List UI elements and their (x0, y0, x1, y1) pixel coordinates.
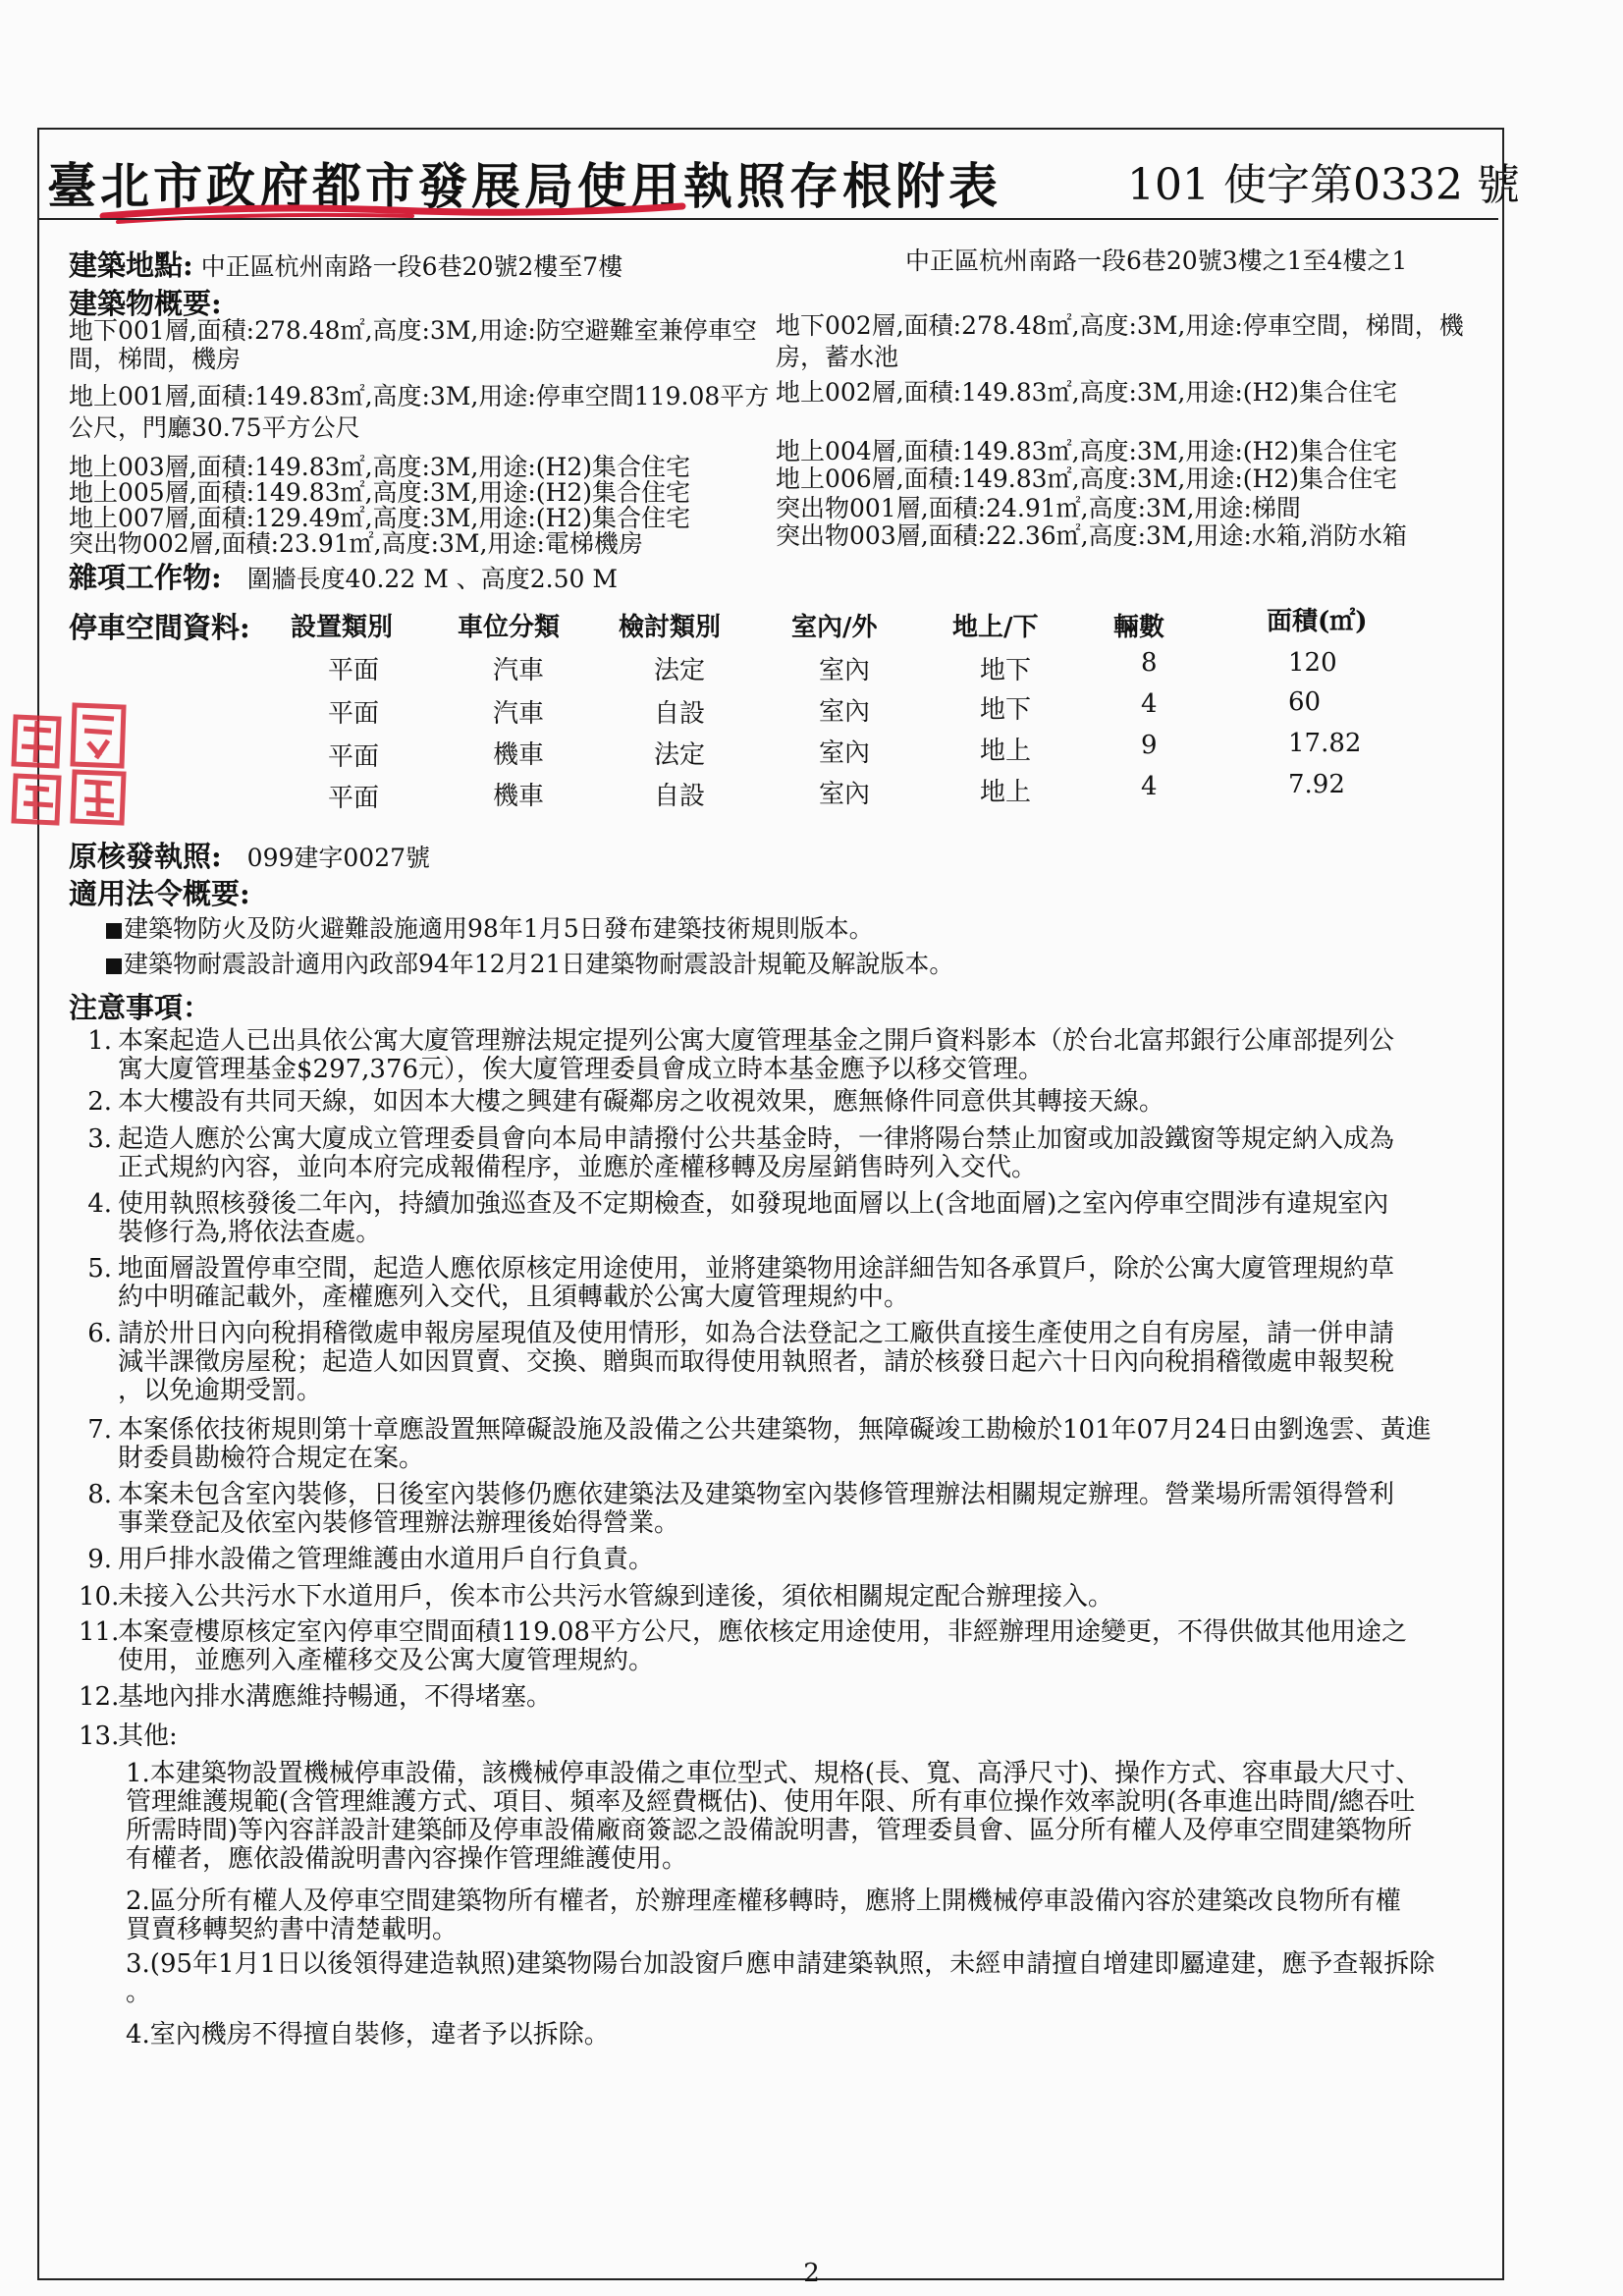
note-13 (79, 1722, 178, 1751)
site-row (69, 248, 623, 282)
title-divider (39, 218, 1498, 220)
note-number: 8. (87, 1480, 112, 1509)
note-line: 起造人應於公寓大廈成立管理委員會向本局申請撥付公共基金時，一律將陽台禁止加窗或加設鐵窗等規定納入成為 (118, 1124, 1395, 1154)
note-line: 本案起造人已出具依公寓大廈管理辦法規定提列公寓大廈管理基金之開戶資料影本（於台北富邦銀行公庫部提列公 (118, 1026, 1395, 1056)
parking-cell: 17.82 (1288, 729, 1362, 758)
note-number: 13. (79, 1722, 120, 1751)
parking-header-indoor: 室內/外 (791, 613, 878, 642)
parking-cell: 地下 (980, 656, 1032, 685)
parking-cell: 平面 (328, 699, 380, 729)
parking-header-type: 設置類別 (291, 613, 394, 642)
note-7 (79, 1416, 1432, 1473)
document-title: 臺北市政府都市發展局使用執照存根附表 (47, 157, 1001, 215)
parking-cell: 8 (1141, 648, 1158, 678)
parking-cell: 機車 (493, 782, 545, 811)
note-number: 10. (79, 1582, 120, 1612)
parking-cell: 汽車 (493, 656, 545, 685)
sub-note-line: 所需時間)等內容詳設計建築師及停車設備廠商簽認之設備說明書，管理委員會、區分所有權人及停車空間建築物所 (126, 1816, 1413, 1845)
parking-cell: 平面 (328, 784, 380, 813)
parking-label: 停車空間資料: (69, 611, 250, 644)
note-line: 本案係依技術規則第十章應設置無障礙設施及設備之公共建築物，無障礙竣工勘檢於101年07月24日由劉逸雲、黃進 (118, 1415, 1432, 1445)
misc-work-label: 雜項工作物: (69, 561, 222, 594)
overview-left-line-8: 突出物002層,面積:23.91㎡,高度:3M,用途:電梯機房 (69, 529, 643, 558)
note-line: 本案未包含室內裝修，日後室內裝修仍應依建築法及建築物室內裝修管理辦法相關規定辦理。營業場所需領得營利 (118, 1480, 1395, 1509)
parking-cell: 平面 (328, 656, 380, 685)
parking-cell: 地下 (980, 695, 1032, 725)
parking-cell: 9 (1141, 731, 1158, 760)
law-item-1 (106, 915, 874, 943)
note-number: 5. (87, 1254, 112, 1284)
overview-label: 建築物概要: (69, 287, 222, 320)
note-13-sub-1 (126, 1760, 1421, 1874)
red-seal-stamp (6, 697, 130, 831)
parking-cell: 4 (1141, 772, 1158, 801)
parking-header-count: 輛數 (1113, 613, 1165, 642)
parking-cell: 7.92 (1288, 770, 1345, 799)
note-line: 約中明確記載外，產權應列入交代，且須轉載於公寓大廈管理規約中。 (118, 1283, 910, 1312)
overview-left-line-2: 間，梯間，機房 (69, 345, 242, 373)
site-label: 建築地點: (69, 248, 193, 282)
laws-label: 適用法令概要: (69, 877, 250, 910)
note-line: 未接入公共污水下水道用戶，俟本市公共污水管線到達後，須依相關規定配合辦理接入。 (118, 1582, 1114, 1612)
note-13-sub-2 (126, 1887, 1401, 1944)
note-line: 寓大廈管理基金$297,376元），俟大廈管理委員會成立時本基金應予以移交管理。 (118, 1055, 1045, 1084)
overview-left-line-4: 公尺，門廳30.75平方公尺 (69, 413, 360, 442)
parking-cell: 室內 (819, 656, 871, 685)
sub-note-line: 買賣移轉契約書中清楚載明。 (126, 1915, 459, 1944)
note-line: 使用執照核發後二年內，持續加強巡查及不定期檢查，如發現地面層以上(含地面層)之室內停車空間涉有違規室內 (118, 1189, 1389, 1219)
note-2 (79, 1088, 1164, 1117)
note-line: 其他: (118, 1722, 178, 1751)
note-10 (79, 1583, 1113, 1612)
overview-left-line-6: 地上005層,面積:149.83㎡,高度:3M,用途:(H2)集合住宅 (69, 478, 691, 507)
note-line: 財委員勘檢符合規定在案。 (118, 1444, 425, 1473)
law-item-2-text: 建築物耐震設計適用內政部94年12月21日建築物耐震設計規範及解說版本。 (124, 950, 954, 978)
red-pen-underline (98, 198, 687, 228)
overview-right-line-3: 地上002層,面積:149.83㎡,高度:3M,用途:(H2)集合住宅 (776, 378, 1398, 407)
note-number: 11. (79, 1617, 120, 1647)
note-line: 本大樓設有共同天線，如因本大樓之興建有礙鄰房之收視效果，應無條件同意供其轉接天線。 (118, 1087, 1165, 1117)
note-line: 減半課徵房屋稅；起造人如因買賣、交換、贈與而取得使用執照者，請於核發日起六十日內向稅捐稽徵處申報契稅 (118, 1347, 1395, 1377)
note-number: 7. (87, 1415, 112, 1445)
note-9 (79, 1546, 654, 1574)
note-number: 4. (87, 1189, 112, 1219)
page-number: 2 (803, 2259, 820, 2288)
note-number: 3. (87, 1124, 112, 1154)
note-4 (79, 1190, 1388, 1247)
note-line: 正式規約內容，並向本府完成報備程序，並應於產權移轉及房屋銷售時列入交代。 (118, 1153, 1038, 1182)
note-line: 使用，並應列入產權移交及公寓大廈管理規約。 (118, 1646, 655, 1675)
note-3 (79, 1125, 1394, 1182)
note-12 (79, 1683, 552, 1712)
sub-note-line: 4.室內機房不得擅自裝修，違者予以拆除。 (126, 2020, 610, 2050)
sub-note-line: 2.區分所有權人及停車空間建築物所有權者，於辦理產權移轉時，應將上開機械停車設備內容於建築改良物所有權 (126, 1886, 1401, 1916)
note-line: 本案壹樓原核定室內停車空間面積119.08平方公尺，應依核定用途使用，非經辦理用途變更，不得供做其他用途之 (118, 1617, 1407, 1647)
parking-header-review: 檢討類別 (619, 613, 722, 642)
note-13-sub-4 (126, 2021, 610, 2050)
overview-right-line-2: 房，蓄水池 (776, 343, 899, 371)
note-line: 用戶排水設備之管理維護由水道用戶自行負責。 (118, 1545, 655, 1574)
overview-right-line-1: 地下002層,面積:278.48㎡,高度:3M,用途:停車空間，梯間，機 (776, 311, 1464, 340)
sub-note-line: 管理維護規範(含管理維護方式、項目、頻率及經費概估)、使用年限、所有車位操作效率說明(各車進出時間/總吞吐 (126, 1787, 1416, 1817)
note-line: 地面層設置停車空間，起造人應依原核定用途使用，並將建築物用途詳細告知各承買戶，除於公寓大廈管理規約草 (118, 1254, 1395, 1284)
parking-cell: 4 (1141, 689, 1158, 719)
note-number: 2. (87, 1087, 112, 1117)
sub-note-line: 。 (126, 1978, 152, 2007)
overview-left-line-3: 地上001層,面積:149.83㎡,高度:3M,用途:停車空間119.08平方 (69, 382, 770, 410)
overview-right-line-5: 地上006層,面積:149.83㎡,高度:3M,用途:(H2)集合住宅 (776, 465, 1398, 493)
note-line: 請於卅日內向稅捐稽徵處申報房屋現值及使用情形，如為合法登記之工廠供直接生產使用之自有房屋，請一併申請 (118, 1319, 1395, 1348)
note-line: 事業登記及依室內裝修管理辦法辦理後始得營業。 (118, 1508, 680, 1538)
overview-right-line-6: 突出物001層,面積:24.91㎡,高度:3M,用途:梯間 (776, 494, 1301, 522)
sub-note-line: 有權者，應依設備說明書內容操作管理維護使用。 (126, 1844, 688, 1874)
parking-cell: 室內 (819, 780, 871, 809)
note-1 (79, 1027, 1394, 1084)
parking-cell: 地上 (980, 737, 1032, 766)
original-license-value: 099建字0027號 (246, 844, 431, 872)
sub-note-line: 1.本建築物設置機械停車設備，該機械停車設備之車位型式、規格(長、寬、高淨尺寸)、操作方式、容車最大尺寸、 (126, 1759, 1422, 1788)
note-11 (79, 1618, 1407, 1675)
note-number: 9. (87, 1545, 112, 1574)
bullet-square-icon (106, 958, 122, 974)
parking-header-level: 地上/下 (952, 613, 1039, 642)
site-address-left: 中正區杭州南路一段6巷20號2樓至7樓 (200, 252, 623, 281)
overview-left-line-5: 地上003層,面積:149.83㎡,高度:3M,用途:(H2)集合住宅 (69, 453, 691, 481)
note-line: 基地內排水溝應維持暢通，不得堵塞。 (118, 1682, 553, 1712)
law-item-2 (106, 951, 953, 978)
note-13-sub-3 (126, 1950, 1434, 2007)
parking-header-area: 面積(㎡) (1267, 607, 1368, 636)
note-number: 6. (87, 1319, 112, 1348)
parking-cell: 機車 (493, 740, 545, 770)
note-number: 1. (87, 1026, 112, 1056)
misc-work-value: 圍牆長度40.22 M 、高度2.50 M (246, 565, 618, 593)
parking-cell: 汽車 (493, 699, 545, 729)
notes-label: 注意事項： (69, 991, 212, 1024)
original-license-row (69, 840, 431, 873)
overview-right-line-4: 地上004層,面積:149.83㎡,高度:3M,用途:(H2)集合住宅 (776, 437, 1398, 465)
note-6 (79, 1320, 1394, 1405)
parking-cell: 120 (1288, 648, 1337, 678)
overview-right-line-7: 突出物003層,面積:22.36㎡,高度:3M,用途:水箱,消防水箱 (776, 521, 1407, 550)
note-8 (79, 1481, 1394, 1538)
bullet-square-icon (106, 923, 122, 939)
note-line: ，以免逾期受罰。 (118, 1376, 323, 1405)
parking-cell: 自設 (654, 782, 706, 811)
sub-note-line: 3.(95年1月1日以後領得建造執照)建築物陽台加設窗戶應申請建築執照，未經申請擅自增建即屬違建，應予查報拆除 (126, 1949, 1435, 1979)
parking-cell: 地上 (980, 778, 1032, 807)
parking-cell: 自設 (654, 699, 706, 729)
misc-work-row (69, 561, 618, 594)
parking-header-vehicle: 車位分類 (458, 613, 561, 642)
parking-cell: 法定 (654, 740, 706, 770)
parking-cell: 室內 (819, 697, 871, 727)
parking-cell: 60 (1288, 687, 1322, 717)
overview-left-line-1: 地下001層,面積:278.48㎡,高度:3M,用途:防空避難室兼停車空 (69, 316, 757, 345)
overview-left-line-7: 地上007層,面積:129.49㎡,高度:3M,用途:(H2)集合住宅 (69, 504, 691, 532)
note-number: 12. (79, 1682, 120, 1712)
note-line: 裝修行為,將依法查處。 (118, 1218, 382, 1247)
law-item-1-text: 建築物防火及防火避難設施適用98年1月5日發布建築技術規則版本。 (124, 914, 874, 943)
document-number: 101 使字第0332 號 (1127, 160, 1520, 210)
parking-cell: 室內 (819, 738, 871, 768)
parking-cell: 平面 (328, 742, 380, 772)
site-address-right: 中正區杭州南路一段6巷20號3樓之1至4樓之1 (905, 246, 1408, 275)
original-license-label: 原核發執照: (69, 840, 222, 873)
note-5 (79, 1255, 1394, 1312)
parking-cell: 法定 (654, 656, 706, 685)
